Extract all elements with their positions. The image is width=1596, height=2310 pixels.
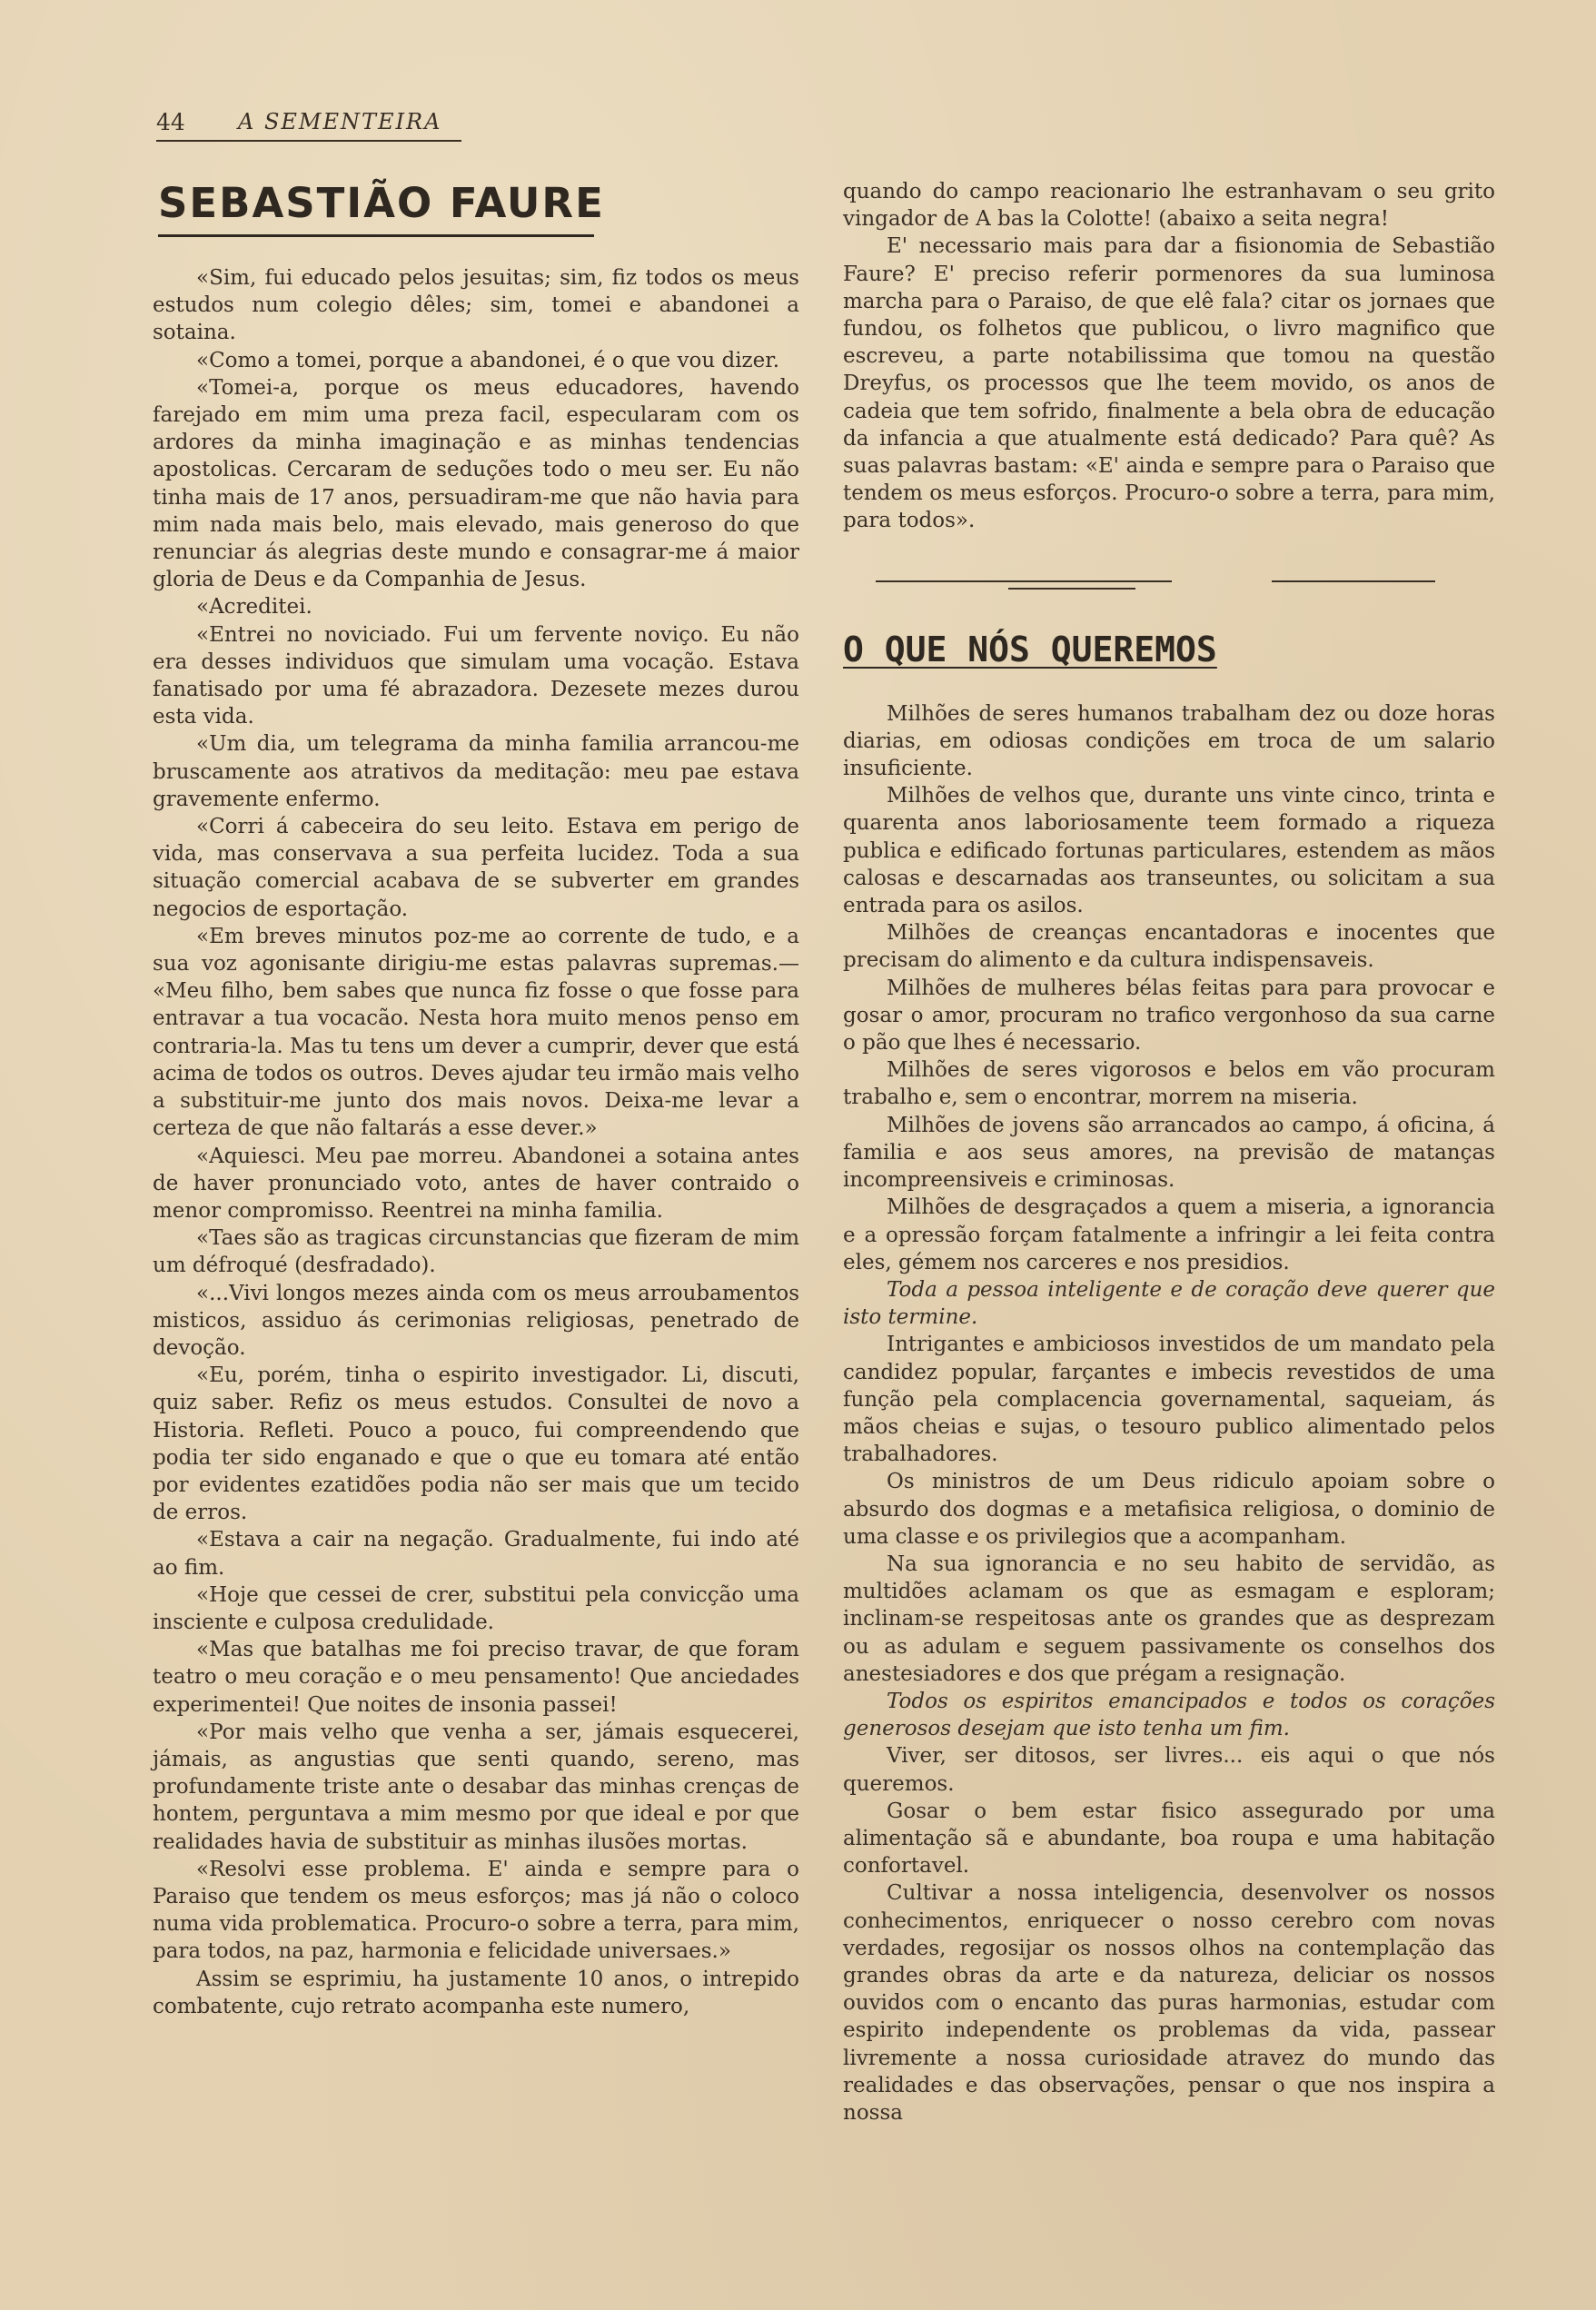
paragraph: E' necessario mais para dar a fisionomia de Sebastião Faure? E' preciso referir pormenores da sua luminosa marcha para o Paraiso, de que elê fala? citar os jornaes que fundou, os folhetos que publicou, o livro magnifico que escreveu, a parte notabilissima que tomou na questão Dreyfus, os processos que lhe teem movido, os anos de cadeia que tem sofrido, finalmente a bela obra de educação da infancia a que atualmente está dedicado? Para quê? As suas palavras bastam: «E' ainda e sempre para o Paraiso que tendem os meus esforços. Procuro-o sobre a terra, para mim, para todos». xyxy=(843,234,1495,533)
paragraph: «Tomei-a, porque os meus educadores, havendo farejado em mim uma preza facil, especularam com os ardores da minha imaginação e as minhas tendencias apostolicas. Cercaram de seduções todo o meu ser. Eu não tinha mais de 17 anos, persuadiram-me que não havia para mim nada mais belo, mais elevado, mais generoso do que renunciar ás alegrias deste mundo e consagrar-me á maior gloria de Deus e da Companhia de Jesus. xyxy=(153,375,799,592)
article-title-faure: SEBASTIÃO FAURE xyxy=(158,179,605,227)
paragraph: Milhões de desgraçados a quem a miseria, a ignorancia e a opressão forçam fatalmente a infringir a lei feita contra eles, gémem nos carceres e nos presidios. xyxy=(843,1195,1495,1274)
paragraph: quando do campo reacionario lhe estranhavam o seu grito vingador de A bas la Colotte! (abaixo a seita negra! xyxy=(843,180,1495,232)
page-header xyxy=(156,102,465,142)
paragraph: «Resolvi esse problema. E' ainda e sempre para o Paraiso que tendem os meus esforços; mas já não o coloco numa vida problematica. Procuro-o sobre a terra, para mim, para todos, na paz, harmonia e felicidade universaes.» xyxy=(153,1857,799,1964)
paragraph: «Um dia, um telegrama da minha familia arrancou-me bruscamente aos atrativos da meditação: meu pae estava gravemente enfermo. xyxy=(153,732,799,811)
paragraph: Viver, ser ditosos, ser livres... eis aqui o que nós queremos. xyxy=(843,1744,1495,1796)
paragraph: «Sim, fui educado pelos jesuitas; sim, fiz todos os meus estudos num colegio dêles; sim, tomei e abandonei a sotaina. xyxy=(153,266,799,345)
separator-line xyxy=(1008,588,1135,590)
paragraph: «Eu, porém, tinha o espirito investigador. Li, discuti, quiz saber. Refiz os meus estudos. Consultei de novo a Historia. Refleti. Pouco a pouco, fui compreendendo que podia ter sido enganado e que o que eu tomara até então por evidentes ezatidões podia não ser mais que um tecido de erros. xyxy=(153,1363,799,1525)
paragraph: «Como a tomei, porque a abandonei, é o que vou dizer. xyxy=(196,348,780,372)
italic-paragraph: Todos os espiritos emancipados e todos os corações generosos desejam que isto tenha um fim. xyxy=(843,1689,1495,1741)
journal-title: A SEMENTEIRA xyxy=(238,109,442,134)
paragraph: Assim se esprimiu, ha justamente 10 anos, o intrepido combatente, cujo retrato acompanha este numero, xyxy=(153,1967,799,2018)
paragraph: Gosar o bem estar fisico assegurado por uma alimentação sã e abundante, boa roupa e uma habitação confortavel. xyxy=(843,1799,1495,1879)
separator-line xyxy=(1272,580,1435,582)
paragraph: «Mas que batalhas me foi preciso travar, de que foram teatro o meu coração e o meu pensamento! Que anciedades experimentei! Que noites de insonia passei! xyxy=(153,1638,799,1717)
paragraph: Os ministros de um Deus ridiculo apoiam sobre o absurdo dos dogmas e a metafisica religiosa, o dominio de uma classe e os privilegios que a acompanham. xyxy=(843,1470,1495,1549)
separator-line xyxy=(899,580,1172,582)
paragraph: Milhões de velhos que, durante uns vinte cinco, trinta e quarenta anos laboriosamente teem formado a riqueza publica e edificado fortunas particulares, estendem as mãos calosas e descarnadas aos transeuntes, ou solicitam a sua entrada para os asilos. xyxy=(843,784,1495,918)
paragraph: Milhões de mulheres bélas feitas para para provocar e gosar o amor, procuram no trafico vergonhoso da sua carne o pão que lhes é necessario. xyxy=(843,976,1495,1056)
right-column xyxy=(843,178,1495,2127)
paragraph: Cultivar a nossa inteligencia, desenvolver os nossos conhecimentos, enriquecer o nosso cerebro com novas verdades, regosijar os nossos olhos na contemplação das grandes obras da arte e da natureza, deliciar os nossos ouvidos com o encanto das puras harmonias, estudar com espirito independente os problemas da vida, passear livremente a nossa curiosidade atravez do mundo das realidades e das observações, pensar o que nos inspira a nossa xyxy=(843,1881,1495,2125)
paragraph: «Acreditei. xyxy=(196,595,312,620)
paragraph: «...Vivi longos mezes ainda com os meus arroubamentos misticos, assiduo ás cerimonias religiosas, penetrado de devoção. xyxy=(153,1281,799,1360)
paragraph: «Corri á cabeceira do seu leito. Estava em perigo de vida, mas conservava a sua perfeita lucidez. Toda a sua situação comercial acabava de se subverter em grandes negocios de esportação. xyxy=(153,815,799,921)
header-rule xyxy=(156,140,461,142)
paragraph: «Estava a cair na negação. Gradualmente, fui indo até ao fim. xyxy=(153,1528,799,1580)
article-title-queremos: O QUE NÓS QUEREMOS xyxy=(843,629,1217,669)
paragraph: Intrigantes e ambiciosos investidos de um mandato pela candidez popular, farçantes e imbecis revestidos de uma função pela complacencia governamental, saqueiam, ás mãos cheias e sujas, o tesouro publico alimentado pelos trabalhadores. xyxy=(843,1333,1495,1467)
page-number: 44 xyxy=(156,109,185,135)
paragraph: «Taes são as tragicas circunstancias que fizeram de mim um défroqué (desfradado). xyxy=(153,1226,799,1278)
paragraph: «Por mais velho que venha a ser, jámais esquecerei, jámais, as angustias que senti quando, sereno, mas profundamente triste ante o desabar das minhas crenças de hontem, perguntava a mim mesmo por que ideal e por que realidades havia de substituir as minhas ilusões mortas. xyxy=(153,1720,799,1854)
paragraph: Na sua ignorancia e no seu habito de servidão, as multidões aclamam os que as esmagam e esploram; inclinam-se respeitosas ante os grandes que as desprezam ou as adulam e seguem passivamente os conselhos dos anestesiadores e dos que prégam a resignação. xyxy=(843,1552,1495,1686)
title-rule xyxy=(158,234,594,237)
paragraph: Milhões de jovens são arrancados ao campo, á oficina, á familia e aos seus amores, na previsão de matanças incompreensiveis e criminosas. xyxy=(843,1113,1495,1193)
paragraph: Milhões de creanças encantadoras e inocentes que precisam do alimento e da cultura indispensaveis. xyxy=(843,921,1495,973)
paragraph: «Entrei no noviciado. Fui um fervente noviço. Eu não era desses individuos que simulam uma vocação. Estava fanatisado por uma fé abrazadora. Dezesete mezes durou esta vida. xyxy=(153,622,799,729)
paragraph: Milhões de seres vigorosos e belos em vão procuram trabalho e, sem o encontrar, morrem na miseria. xyxy=(843,1058,1495,1110)
paragraph: Milhões de seres humanos trabalham dez ou doze horas diarias, em odiosas condições em troca de um salario insuficiente. xyxy=(843,701,1495,781)
paragraph: «Aquiesci. Meu pae morreu. Abandonei a sotaina antes de haver pronunciado voto, antes de haver contraido o menor compromisso. Reentrei na minha familia. xyxy=(153,1144,799,1223)
italic-paragraph: Toda a pessoa inteligente e de coração deve querer que isto termine. xyxy=(843,1277,1495,1330)
paragraph: «Hoje que cessei de crer, substitui pela convicção uma insciente e culposa credulidade. xyxy=(153,1582,799,1634)
paragraph: «Em breves minutos poz-me ao corrente de tudo, e a sua voz agonisante dirigiu-me estas palavras supremas.— «Meu filho, bem sabes que nunca fiz fosse o que fosse para entravar a tua vocacão. Nesta hora muito menos penso em contraria-la. Mas tu tens um dever a cumprir, dever que está acima de todos os outros. Deves ajudar teu irmão mais velho a substituir-me junto dos mais novos. Deixa-me levar a certeza de que não faltarás a esse dever.» xyxy=(153,924,799,1141)
section-separator xyxy=(843,548,1495,630)
left-column xyxy=(153,178,799,2020)
